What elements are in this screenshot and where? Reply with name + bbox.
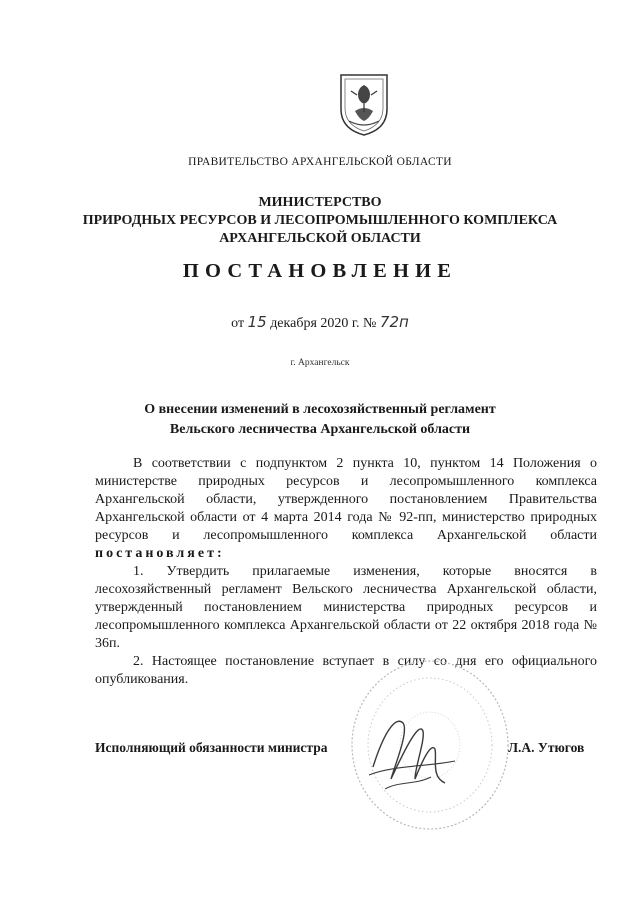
document-number-handwritten: 72п (379, 313, 409, 331)
signatory-title: Исполняющий обязанности министра (95, 740, 328, 755)
date-line (0, 313, 640, 332)
date-day-handwritten: 15 (247, 313, 267, 331)
date-month-year: декабря 2020 г. № (270, 316, 377, 331)
document-body (95, 455, 597, 689)
handwritten-signature (365, 705, 460, 795)
city: г. Архангельск (290, 358, 350, 368)
ministry-line-3: АРХАНГЕЛЬСКОЙ ОБЛАСТИ (219, 231, 421, 246)
preamble-text: В соответствии с подпунктом 2 пункта 10, пунктом 14 Положения о министерстве природных ресурсов и лесопромышленного комплекса Архангельской области, утвержденного постановлением Правительства Архангельской области от 4 марта 2014 года № 92-пп, министерство природных ресурсов и лесопромышленного комплекса Архангельской области (95, 456, 597, 543)
ministry-line-2: ПРИРОДНЫХ РЕСУРСОВ И ЛЕСОПРОМЫШЛЕННОГО КОМПЛЕКСА (82, 213, 558, 228)
ministry-name (0, 194, 640, 248)
preamble-paragraph (95, 455, 597, 563)
subject-line-1: О внесении изменений в лесохозяйственный регламент (144, 402, 496, 417)
decree-word: постановляет: (95, 546, 225, 561)
ministry-line-1: МИНИСТЕРСТВО (258, 195, 382, 210)
coat-of-arms-icon (337, 71, 391, 137)
subject-line-2: Вельского лесничества Архангельской области (169, 422, 471, 437)
document-subject (0, 400, 640, 440)
date-prefix: от (231, 316, 245, 331)
government-name: ПРАВИТЕЛЬСТВО АРХАНГЕЛЬСКОЙ ОБЛАСТИ (188, 156, 452, 168)
document-type: ПОСТАНОВЛЕНИЕ (182, 260, 458, 282)
signatory-name: Л.А. Утюгов (508, 740, 585, 755)
item-1: 1. Утвердить прилагаемые изменения, которые вносятся в лесохозяйственный регламент Вельского лесничества Архангельской области, утвержденный постановлением министерства природных ресурсов и лесопромышленного комплекса Архангельской области от 22 октября 2018 года № 36п. (95, 564, 597, 651)
item-2: 2. Настоящее постановление вступает в силу со дня его официального опубликования. (95, 654, 597, 687)
